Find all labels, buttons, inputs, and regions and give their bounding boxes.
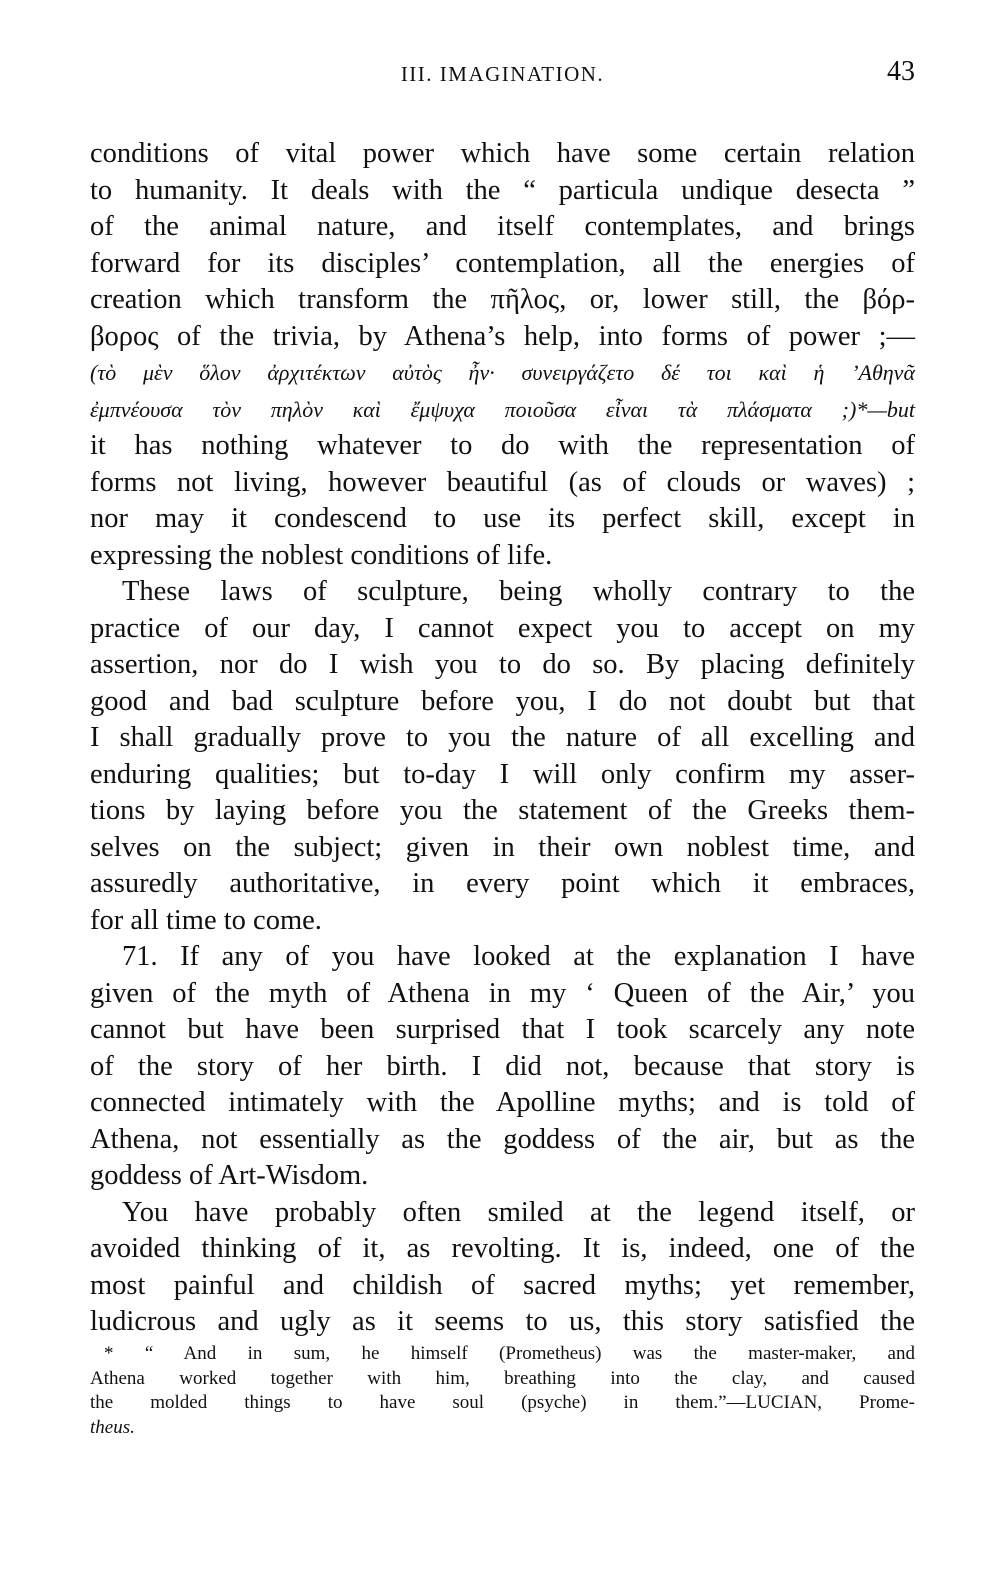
text-line: practice of our day, I cannot expect you to accept on my: [90, 612, 915, 644]
text-line: most painful and childish of sacred myths; yet remember,: [90, 1269, 915, 1301]
text-line: Athena, not essentially as the goddess of the air, but as the: [90, 1123, 915, 1155]
footnote-line: Athena worked together with him, breathing into the clay, and caused: [90, 1367, 915, 1389]
text-line: assertion, nor do I wish you to do so. By placing definitely: [90, 649, 915, 680]
running-head: III. IMAGINATION.: [400, 62, 605, 86]
text-line: connected intimately with the Apolline myths; and is told of: [90, 1087, 915, 1118]
text-line: cannot but have been surprised that I took scarcely any note: [90, 1014, 915, 1045]
text-line: for all time to come.: [90, 904, 322, 936]
text-line: selves on the subject; given in their own noblest time, and: [90, 831, 915, 863]
page-header: [90, 56, 915, 102]
footnote-line: * “ And in sum, he himself (Prometheus) was the master-maker, and: [104, 1343, 915, 1364]
text-line: enduring qualities; but to-day I will only confirm my asser-: [90, 758, 915, 790]
body-text: [90, 136, 915, 1341]
footnote-line: the molded things to have soul (psyche) in them.”—LUCIAN, Prome-: [90, 1392, 915, 1413]
text-line: avoided thinking of it, as revolting. It is, indeed, one of the: [90, 1233, 915, 1264]
text-line: tions by laying before you the statement of the Greeks them-: [90, 795, 915, 826]
text-line: 71. If any of you have looked at the explanation I have: [122, 941, 915, 972]
text-line: good and bad sculpture before you, I do not doubt but that: [90, 685, 915, 717]
text-line: given of the myth of Athena in my ‘ Queen of the Air,’ you: [90, 977, 915, 1009]
text-line: These laws of sculpture, being wholly contrary to the: [122, 576, 915, 607]
text-line: ludicrous and ugly as it seems to us, this story satisfied the: [90, 1306, 915, 1337]
text-line: You have probably often smiled at the legend itself, or: [122, 1196, 915, 1228]
text-line: it has nothing whatever to do with the representation of: [90, 430, 915, 461]
text-line: goddess of Art-Wisdom.: [90, 1160, 369, 1191]
greek-quote-line: (τὸ μὲν ὅλον ἀρχιτέκτων αὐτὸς ἦν· συνειργάζετο δέ τοι καὶ ἡ ’Αθηνᾶ: [90, 360, 915, 385]
text-line: of the animal nature, and itself contemplates, and brings: [90, 211, 915, 242]
page-number: 43: [887, 56, 915, 87]
text-line: forms not living, however beautiful (as of clouds or waves) ;: [90, 466, 915, 498]
text-line: conditions of vital power which have some certain relation: [90, 138, 915, 169]
text-line: creation which transform the πῆλος, or, lower still, the βόρ-: [90, 284, 915, 315]
footnote: [90, 1342, 915, 1440]
text-line: βορος of the trivia, by Athena’s help, into forms of power ;—: [90, 320, 915, 352]
text-line: forward for its disciples’ contemplation, all the energies of: [90, 247, 915, 279]
text-line: of the story of her birth. I did not, because that story is: [90, 1050, 915, 1082]
footnote-line: theus.: [90, 1416, 135, 1438]
text-line: assuredly authoritative, in every point which it embraces,: [90, 868, 915, 899]
text-line: to humanity. It deals with the “ particula undique desecta ”: [90, 174, 915, 206]
text-line: nor may it condescend to use its perfect skill, except in: [90, 503, 915, 534]
greek-quote-line: ἐμπνέουσα τὸν πηλὸν καὶ ἔμψυχα ποιοῦσα εἶναι τὰ πλάσματα ;)*—but: [90, 396, 915, 422]
text-line: expressing the noblest conditions of life.: [90, 539, 553, 571]
text-line: I shall gradually prove to you the nature of all excelling and: [90, 722, 915, 753]
